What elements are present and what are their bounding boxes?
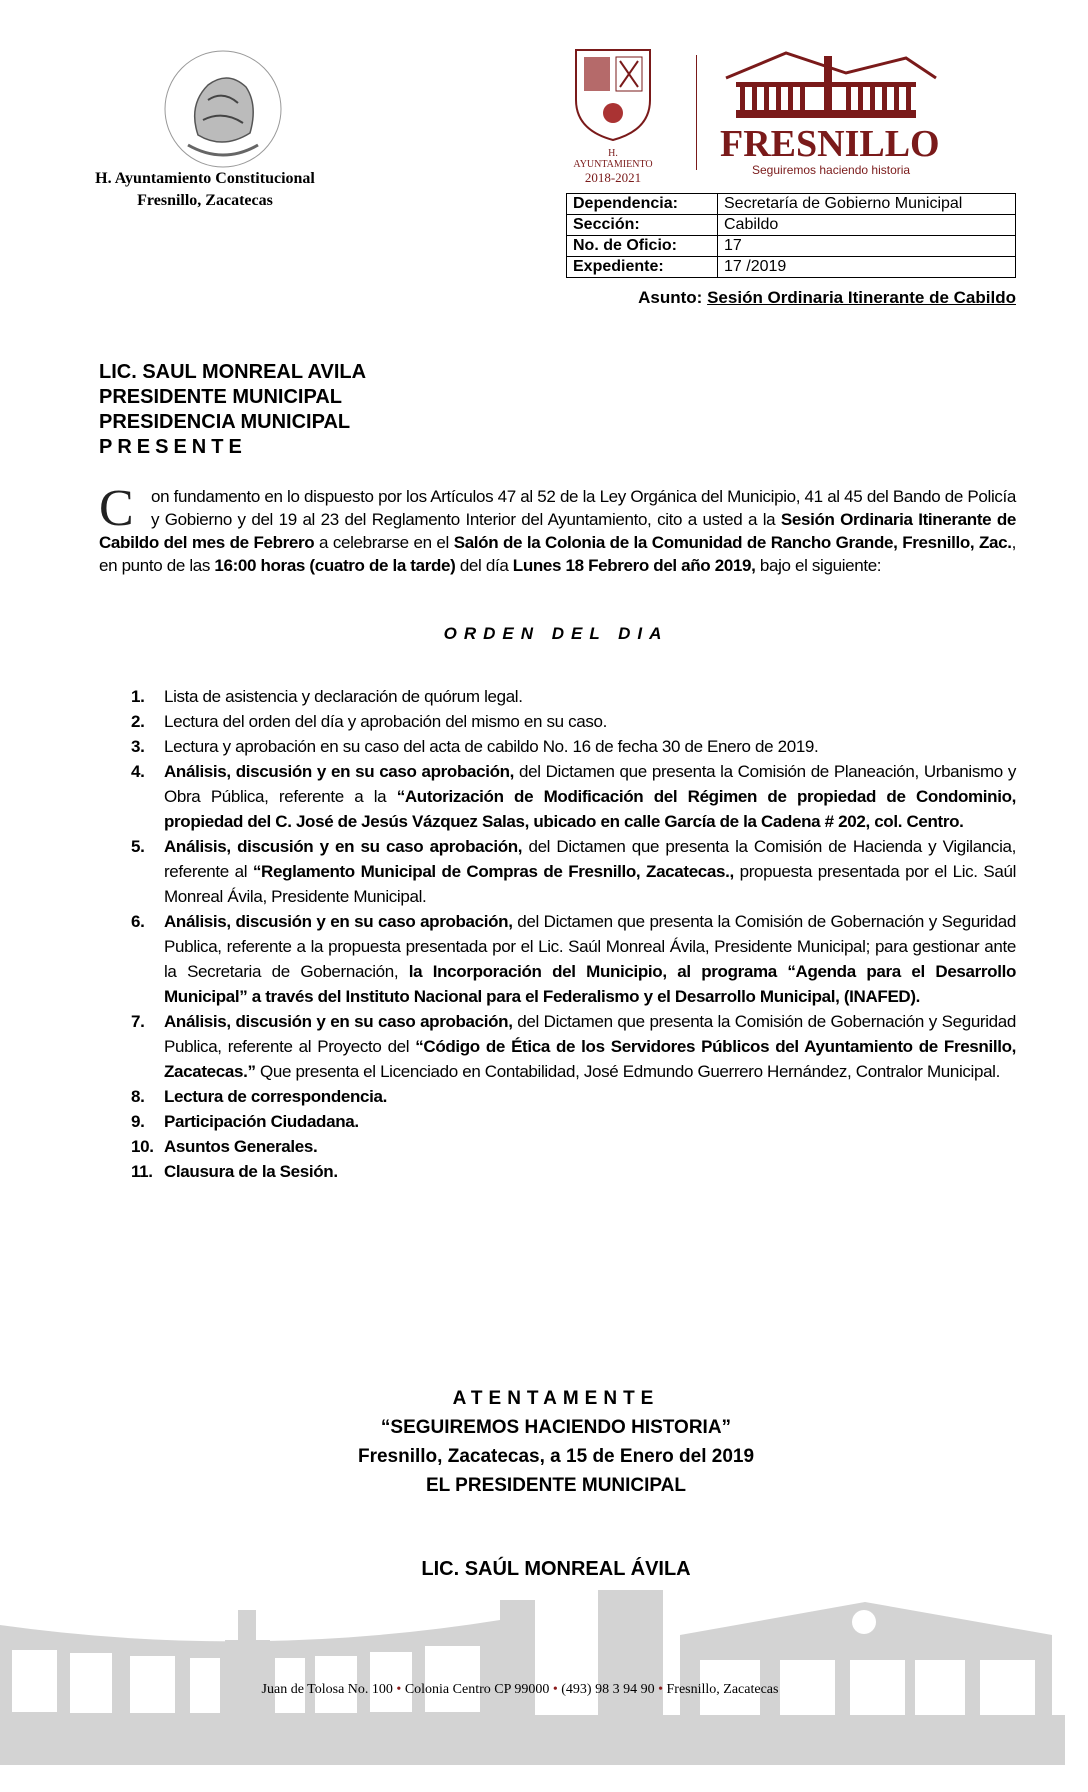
document-info-table	[566, 193, 1016, 278]
escudo-years: 2018-2021	[584, 170, 642, 185]
info-value: 17	[718, 236, 1016, 257]
agenda-text: Asuntos Generales.	[164, 1137, 318, 1156]
addressee-block	[99, 360, 366, 460]
info-label: No. de Oficio:	[567, 236, 718, 257]
agenda-text: Análisis, discusión y en su caso aprobación,	[164, 1012, 513, 1031]
table-row	[567, 257, 1016, 278]
address-street: Juan de Tolosa No. 100	[261, 1682, 393, 1697]
ayuntamiento-line1: H. Ayuntamiento Constitucional	[95, 170, 315, 187]
logo-name: FRESNILLO	[720, 123, 940, 165]
agenda-number: 11.	[131, 1162, 153, 1181]
intro-bold: 16:00 horas (cuatro de la tarde)	[214, 556, 456, 575]
fresnillo-logo	[716, 48, 946, 177]
agenda-text: la Incorporación del Municipio, al programa “Agenda para el Desarrollo Municipal” a través del Instituto Nacional para el Federalismo y el Desarrollo Municipal, (INAFED).	[164, 962, 1016, 1006]
agenda-text: Lista de asistencia y declaración de quórum legal.	[164, 687, 523, 706]
logo-slogan: Seguiremos haciendo historia	[752, 163, 911, 177]
table-row	[567, 194, 1016, 215]
intro-text: on fundamento en lo dispuesto por los Artículos 47 al 52 de la Ley Orgánica del Municipio, 41 al 45 del Bando de Policía y Gobierno y del 19 al 23 del Reglamento Interior del Ayuntamiento, cito a usted a la	[151, 487, 1016, 529]
agenda-item	[131, 834, 1016, 909]
header-divider	[696, 55, 697, 170]
drop-cap: C	[99, 480, 134, 537]
agenda-number: 7.	[131, 1012, 145, 1031]
intro-bold: Lunes 18 Febrero del año 2019,	[512, 556, 756, 575]
table-row	[567, 215, 1016, 236]
agenda-text: Lectura y aprobación en su caso del acta de cabildo No. 16 de fecha 30 de Enero de 2019.	[164, 737, 819, 756]
escudo-caption: H. AYUNTAMIENTO	[573, 148, 653, 170]
agenda-item	[131, 759, 1016, 834]
info-value: Secretaría de Gobierno Municipal	[718, 194, 1016, 215]
agenda-number: 1.	[131, 687, 145, 706]
addressee-presente: PRESENTE	[99, 436, 247, 458]
agenda-text: propuesta presentada por el Lic. Saúl Monreal Ávila, Presidente Municipal.	[164, 862, 1017, 906]
agenda-item	[131, 1009, 1016, 1084]
signer-role: EL PRESIDENTE MUNICIPAL	[425, 1475, 687, 1496]
national-seal-logo	[158, 45, 288, 173]
asunto-value: Sesión Ordinaria Itinerante de Cabildo	[707, 288, 1016, 307]
addressee-office: PRESIDENCIA MUNICIPAL	[99, 411, 351, 433]
agenda-text: “Reglamento Municipal de Compras de Fresnillo, Zacatecas.,	[252, 862, 734, 881]
agenda-text: “Autorización de Modificación del Régimen de propiedad de Condominio, propiedad del C. José de Jesús Vázquez Salas, ubicado en calle García de la Cadena # 202, col. Centro.	[164, 787, 1016, 831]
agenda-item	[131, 1134, 1016, 1159]
agenda-number: 9.	[131, 1112, 145, 1131]
signer-name: LIC. SAÚL MONREAL ÁVILA	[421, 1558, 691, 1580]
agenda-text: del Dictamen que presenta la Comisión de Gobernación y Seguridad Publica, referente a la propuesta presentada por el Lic. Saúl Monreal Ávila, Presidente Municipal; para gestionar ante la Secretaria de Gobernación,	[164, 912, 1016, 981]
separator-dot: •	[552, 1682, 558, 1697]
agenda-text: Que presenta el Licenciado en Contabilidad, José Edmundo Guerrero Hernández, Contralor Municipal.	[255, 1062, 1000, 1081]
agenda-number: 3.	[131, 737, 145, 756]
agenda-item	[131, 1109, 1016, 1134]
info-label: Expediente:	[567, 257, 718, 278]
agenda-item	[131, 1159, 1016, 1184]
intro-text: del día	[455, 556, 513, 575]
municipal-escudo	[568, 45, 658, 185]
agenda-number: 8.	[131, 1087, 145, 1106]
fresnillo-skyline-icon	[716, 48, 946, 120]
agenda-list	[131, 684, 1016, 1184]
agenda-item	[131, 1084, 1016, 1109]
agenda-text: del Dictamen que presenta la Comisión de Hacienda y Vigilancia, referente al	[164, 837, 1016, 881]
orden-del-dia-heading: ORDEN DEL DIA	[443, 624, 669, 643]
agenda-number: 2.	[131, 712, 145, 731]
agenda-text: Clausura de la Sesión.	[164, 1162, 338, 1181]
agenda-text: Análisis, discusión y en su caso aprobación,	[164, 762, 515, 781]
table-row	[567, 236, 1016, 257]
address-colonia: Colonia Centro CP 99000	[404, 1682, 550, 1697]
ayuntamiento-line2: Fresnillo, Zacatecas	[137, 192, 273, 209]
agenda-text: Análisis, discusión y en su caso aprobación,	[164, 837, 523, 856]
agenda-text: del Dictamen que presenta la Comisión de Planeación, Urbanismo y Obra Pública, referente a la	[164, 762, 1016, 806]
intro-text: a celebrarse en el	[314, 533, 454, 552]
agenda-text: del Dictamen que presenta la Comisión de Gobernación y Seguridad Publica, referente al Proyecto del	[164, 1012, 1016, 1056]
address-city: Fresnillo, Zacatecas	[666, 1682, 779, 1697]
agenda-item	[131, 909, 1016, 1009]
agenda-text: Lectura del orden del día y aprobación del mismo en su caso.	[164, 712, 607, 731]
info-label: Dependencia:	[567, 194, 718, 215]
intro-text: , en punto de las	[99, 533, 1017, 575]
footer-address	[0, 1682, 1040, 1698]
agenda-number: 6.	[131, 912, 145, 931]
skyline-watermark	[0, 1590, 1088, 1765]
agenda-text: “Código de Ética de los Servidores Públicos del Ayuntamiento de Fresnillo, Zacatecas.”	[164, 1037, 1016, 1081]
intro-bold: Sesión Ordinaria Itinerante de Cabildo del mes de Febrero	[99, 510, 1017, 552]
agenda-text: Lectura de correspondencia.	[164, 1087, 387, 1106]
info-value: Cabildo	[718, 215, 1016, 236]
closing-slogan: “SEGUIREMOS HACIENDO HISTORIA”	[380, 1417, 732, 1438]
agenda-number: 4.	[131, 762, 145, 781]
ayuntamiento-name	[50, 168, 360, 212]
info-label: Sección:	[567, 215, 718, 236]
asunto-line	[566, 288, 1016, 308]
agenda-number: 5.	[131, 837, 145, 856]
info-value: 17 /2019	[718, 257, 1016, 278]
atentamente: ATENTAMENTE	[452, 1388, 660, 1409]
agenda-number: 10.	[131, 1137, 154, 1156]
addressee-title: PRESIDENTE MUNICIPAL	[99, 386, 342, 408]
shield-icon	[568, 45, 658, 143]
asunto-label: Asunto:	[638, 288, 703, 307]
intro-paragraph	[99, 480, 1017, 577]
intro-bold: Salón de la Colonia de la Comunidad de Rancho Grande, Fresnillo, Zac.	[453, 533, 1012, 552]
agenda-item	[131, 709, 1016, 734]
addressee-name: LIC. SAUL MONREAL AVILA	[99, 361, 367, 383]
closing-block	[0, 1384, 1088, 1500]
separator-dot: •	[396, 1682, 402, 1697]
address-phone: (493) 98 3 94 90	[561, 1682, 655, 1697]
intro-text: bajo el siguiente:	[755, 556, 882, 575]
agenda-text: Análisis, discusión y en su caso aprobación,	[164, 912, 513, 931]
place-date: Fresnillo, Zacatecas, a 15 de Enero del 2019	[357, 1446, 755, 1467]
agenda-item	[131, 734, 1016, 759]
separator-dot: •	[658, 1682, 663, 1697]
agenda-item	[131, 684, 1016, 709]
agenda-text: Participación Ciudadana.	[164, 1112, 359, 1131]
